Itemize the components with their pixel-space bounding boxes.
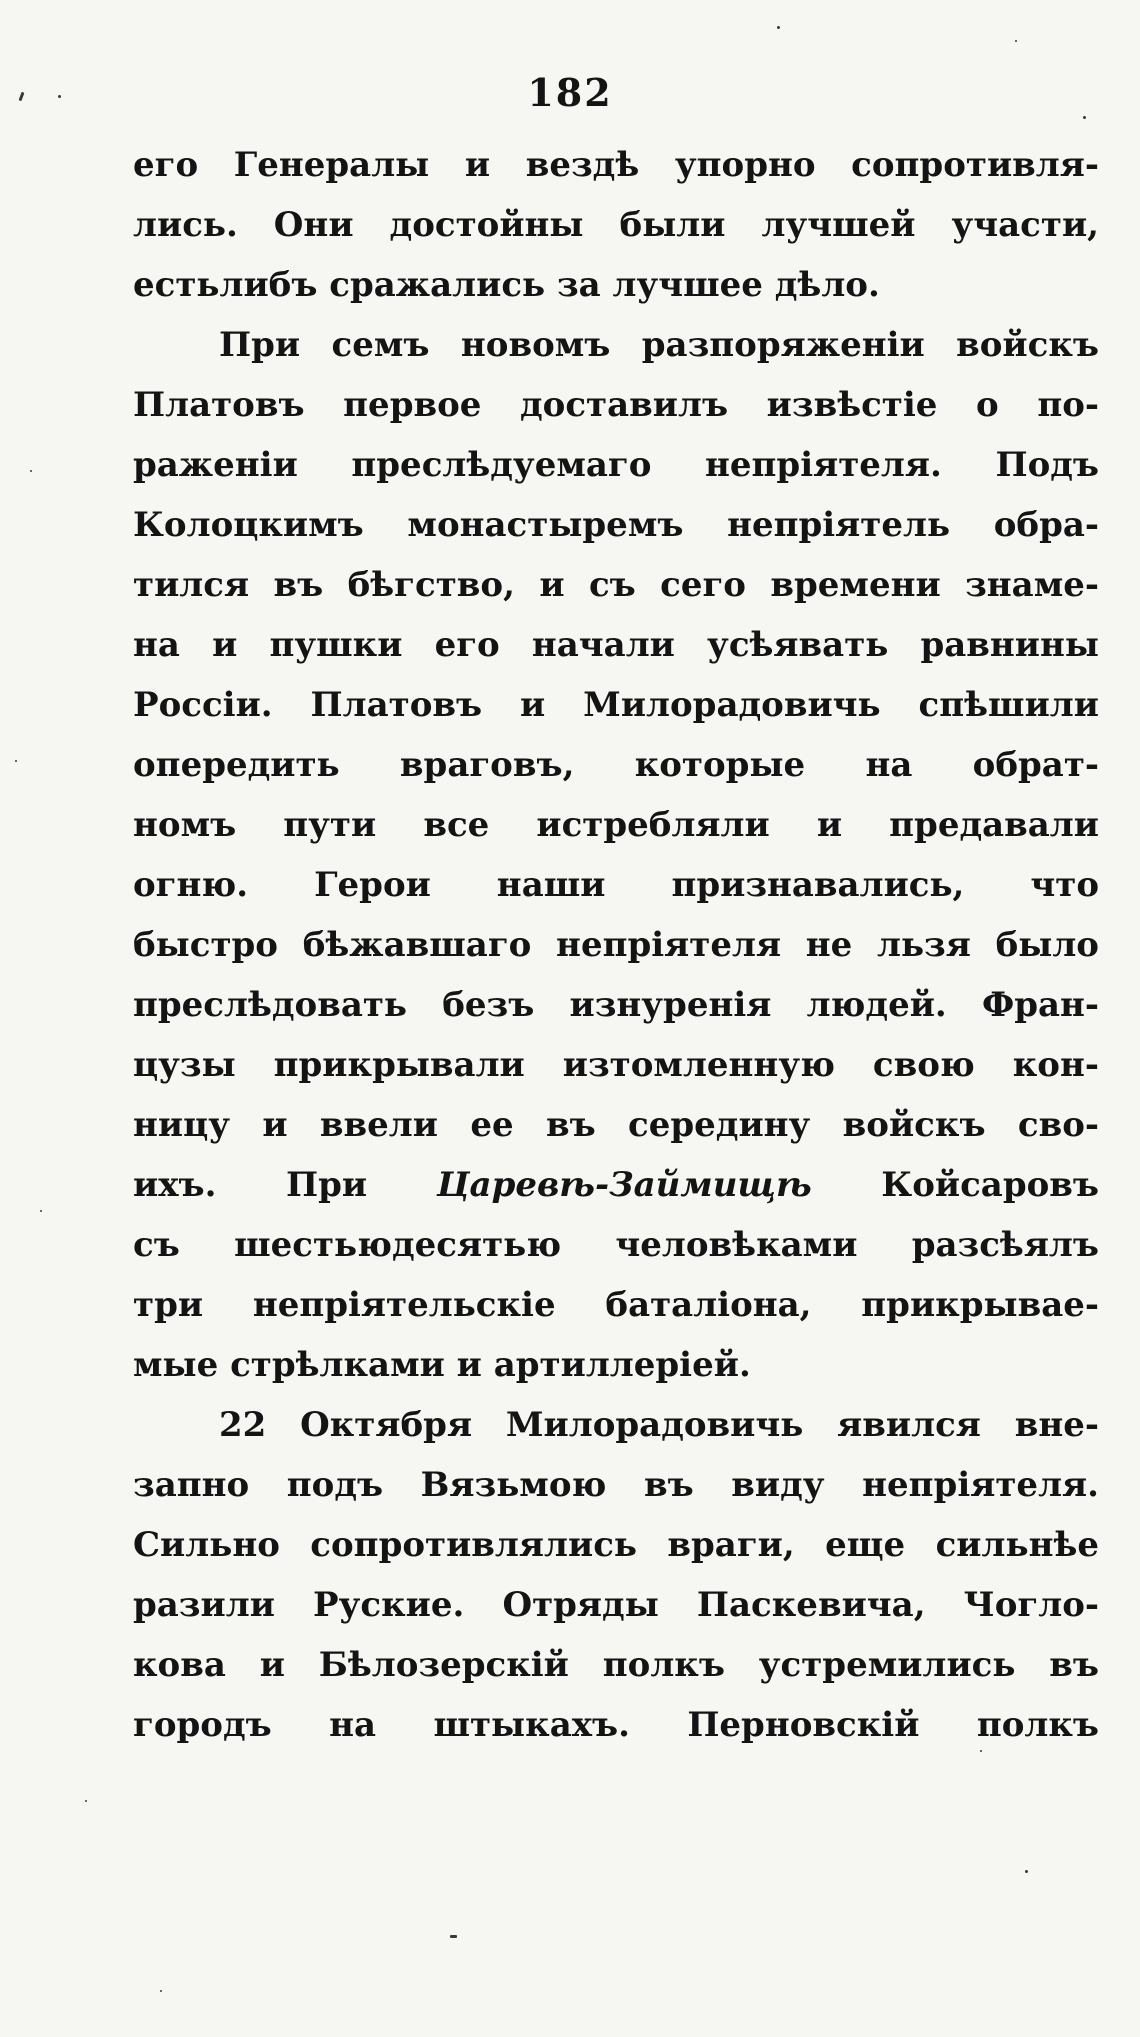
text-line: цузы прикрывали изтомленную свою кон- (133, 1045, 1099, 1085)
scan-speck (1025, 1870, 1028, 1873)
scan-speck (85, 1800, 87, 1802)
text-line: При семъ новомъ разпоряженіи войскъ (219, 325, 1099, 365)
text-line: ницу и ввели ее въ середину войскъ сво- (133, 1105, 1099, 1145)
text-line: огню. Герои наши признавались, что (133, 865, 1099, 905)
text-line-with-place-name (133, 1155, 1099, 1215)
text-line: съ шестьюдесятью человѣками разсѣялъ (133, 1225, 1099, 1265)
text-line: три непріятельскіе баталіона, прикрывае- (133, 1285, 1099, 1325)
text-line: 22 Октября Милорадовичь явился вне- (219, 1405, 1099, 1445)
scan-speck (450, 1935, 457, 1938)
text-line: на и пушки его начали усѣявать равнины (133, 625, 1099, 665)
scan-speck (980, 1750, 982, 1752)
text-line: быстро бѣжавшаго непріятеля не льзя было (133, 925, 1099, 965)
page-number: 182 (527, 70, 613, 115)
place-name-italic: Царевѣ-Займищѣ (436, 1165, 812, 1205)
text-line: Сильно сопротивлялись враги, еще сильнѣе (133, 1525, 1099, 1565)
text-line: городъ на штыкахъ. Перновскій полкъ (133, 1705, 1099, 1745)
text-line: опередить враговъ, которые на обрат- (133, 745, 1099, 785)
scan-speck (1083, 116, 1086, 119)
scan-speck (777, 26, 780, 29)
text-line: его Генералы и вездѣ упорно сопротивля- (133, 145, 1099, 185)
text-line: разили Руские. Отряды Паскевича, Чогло- (133, 1585, 1099, 1625)
text-line: тился въ бѣгство, и съ сего времени знаме- (133, 565, 1099, 605)
paragraph-1 (133, 135, 1099, 315)
paragraph-2 (133, 315, 1099, 1395)
text-line: номъ пути все истребляли и предавали (133, 805, 1099, 845)
text-line: преслѣдовать безъ изнуренія людей. Фран- (133, 985, 1099, 1025)
text-line: раженіи преслѣдуемаго непріятеля. Подъ (133, 445, 1099, 485)
text-fragment: ихъ. При (133, 1165, 368, 1205)
text-line: Платовъ первое доставилъ извѣстіе о по- (133, 385, 1099, 425)
body-text (133, 135, 1099, 1755)
scan-speck (1015, 40, 1017, 42)
text-line: Россіи. Платовъ и Милорадовичь спѣшили (133, 685, 1099, 725)
paragraph-3 (133, 1395, 1099, 1755)
text-line: мые стрѣлками и артиллеріей. (133, 1345, 751, 1385)
text-line: лись. Они достойны были лучшей участи, (133, 205, 1099, 245)
scan-speck (58, 95, 61, 98)
scan-speck (15, 760, 17, 762)
scan-speck (160, 1990, 162, 1992)
text-line: естьлибъ сражались за лучшее дѣло. (133, 265, 880, 305)
scan-speck (30, 470, 32, 472)
scan-speck (40, 1210, 42, 1212)
text-line: Колоцкимъ монастыремъ непріятель обра- (133, 505, 1099, 545)
text-fragment: Койсаровъ (881, 1165, 1099, 1205)
text-line: кова и Бѣлозерскій полкъ устремились въ (133, 1645, 1099, 1685)
text-line: запно подъ Вязьмою въ виду непріятеля. (133, 1465, 1099, 1505)
